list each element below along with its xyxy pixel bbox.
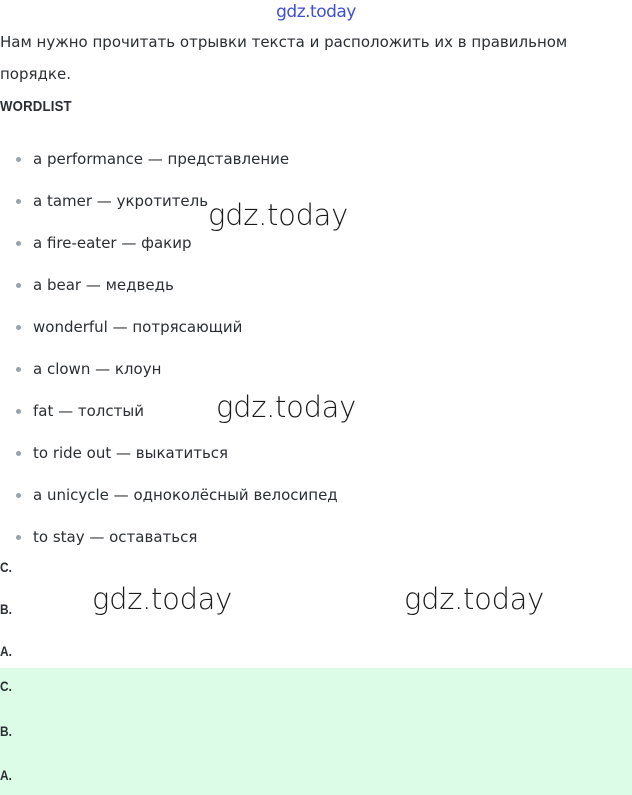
bullet-icon: [16, 535, 21, 540]
list-item: [0, 306, 338, 348]
list-item-text: wonderful — потрясающий: [33, 318, 243, 336]
list-item-text: to ride out — выкатиться: [33, 444, 229, 462]
bullet-icon: [16, 451, 21, 456]
list-item-text: a unicycle — одноколёсный велосипед: [33, 486, 338, 504]
list-item: [0, 474, 338, 516]
list-item: [0, 516, 338, 558]
answer-block: [0, 668, 632, 795]
watermark: gdz.today: [216, 390, 357, 424]
bullet-icon: [16, 325, 21, 330]
watermark: gdz.today: [404, 582, 545, 616]
list-item-text: a tamer — укротитель: [33, 192, 209, 210]
list-item-text: to stay — оставаться: [33, 528, 198, 546]
list-item-text: a clown — клоун: [33, 360, 162, 378]
answer-letter-c: C.: [0, 678, 12, 694]
order-letter-c: C.: [0, 559, 12, 575]
intro-text: Нам нужно прочитать отрывки текста и расположить их в правильном порядке.: [0, 33, 568, 83]
list-item-text: a performance — представление: [33, 150, 290, 168]
list-item-text: fat — толстый: [33, 402, 144, 420]
site-logo[interactable]: gdz.today: [276, 2, 356, 22]
watermark: gdz.today: [208, 198, 349, 232]
list-item: [0, 348, 338, 390]
list-item: [0, 432, 338, 474]
bullet-icon: [16, 367, 21, 372]
bullet-icon: [16, 409, 21, 414]
bullet-icon: [16, 241, 21, 246]
bullet-icon: [16, 493, 21, 498]
answer-letter-b: B.: [0, 723, 12, 739]
bullet-icon: [16, 199, 21, 204]
order-letter-b: B.: [0, 601, 12, 617]
answer-letter-a: A.: [0, 767, 12, 783]
order-letter-a: A.: [0, 643, 12, 659]
wordlist-heading: WORDLIST: [0, 98, 72, 115]
bullet-icon: [16, 283, 21, 288]
list-item-text: a fire-eater — факир: [33, 234, 192, 252]
bullet-icon: [16, 157, 21, 162]
list-item: [0, 138, 338, 180]
watermark: gdz.today: [92, 582, 233, 616]
list-item: [0, 264, 338, 306]
list-item-text: a bear — медведь: [33, 276, 174, 294]
